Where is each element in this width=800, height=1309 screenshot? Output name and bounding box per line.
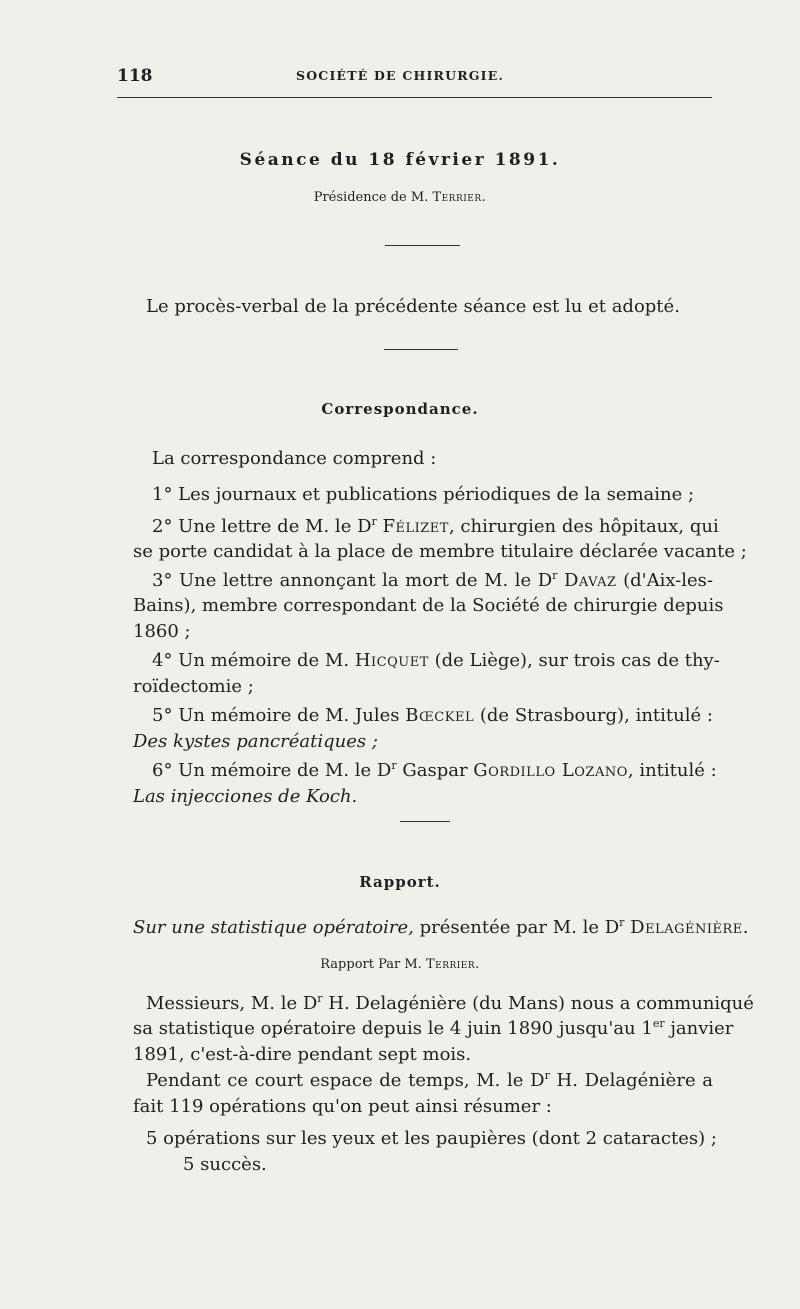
name-gordillo-lozano: Gordillo Lozano bbox=[473, 760, 628, 781]
paragraph-1-line-3: 1891, c'est-à-dire pendant sept mois. bbox=[133, 1044, 472, 1065]
p1-text-b: H. Delagénière (du Mans) nous a communiqué bbox=[322, 993, 754, 1014]
name-delageniere: Delagénière. bbox=[630, 917, 749, 938]
item-3-text-b: (d'Aix-les- bbox=[616, 570, 713, 591]
sup-r: r bbox=[619, 916, 625, 929]
p2-text-b: H. Delagénière a bbox=[549, 1070, 713, 1091]
rapport-par-name: Terrier. bbox=[425, 957, 480, 972]
separator-1 bbox=[385, 245, 460, 246]
item-2-line-2: se porte candidat à la place de membre titulaire déclarée vacante ; bbox=[133, 541, 747, 562]
p1-text-c: sa statistique opératoire depuis le 4 juin 1890 jusqu'au 1 bbox=[133, 1018, 653, 1039]
presidence-line bbox=[0, 190, 800, 205]
p1-text-d: janvier bbox=[664, 1018, 734, 1039]
correspondance-heading: Correspondance. bbox=[321, 400, 479, 418]
sup-r: r bbox=[317, 992, 323, 1005]
item-2-line-1 bbox=[152, 515, 719, 537]
paragraph-2-line-2: fait 119 opérations qu'on peut ainsi résumer : bbox=[133, 1096, 552, 1117]
name-felizet: Félizet bbox=[382, 516, 449, 537]
item-4-line-1 bbox=[152, 650, 720, 671]
name-davaz: Davaz bbox=[563, 570, 617, 591]
item-5-line-2: Des kystes pancréatiques ; bbox=[133, 731, 378, 752]
item-3-line-3: 1860 ; bbox=[133, 621, 191, 642]
item-5-line-1 bbox=[152, 705, 713, 726]
presidence-prefix: Présidence de M. bbox=[313, 190, 429, 205]
presidence-name: Terrier. bbox=[432, 190, 487, 205]
item-6-text: 6° Un mémoire de M. le D bbox=[152, 760, 392, 781]
sup-r: r bbox=[552, 569, 558, 582]
rapport-subtitle bbox=[133, 916, 749, 938]
item-6-line-2: Las injecciones de Koch. bbox=[133, 786, 358, 807]
sup-r: r bbox=[371, 515, 377, 528]
sup-r: r bbox=[391, 759, 397, 772]
separator-2 bbox=[384, 349, 458, 350]
sup-r: r bbox=[544, 1069, 550, 1082]
item-4-text: 4° Un mémoire de M. bbox=[152, 650, 350, 671]
item-2-text: 2° Une lettre de M. le D bbox=[152, 516, 372, 537]
item-1: 1° Les journaux et publications périodiques de la semaine ; bbox=[152, 484, 695, 505]
page-number: 118 bbox=[117, 66, 153, 86]
p1-text-a: Messieurs, M. le D bbox=[146, 993, 318, 1014]
rapport-par-prefix: Rapport Par M. bbox=[320, 957, 422, 972]
rapport-heading: Rapport. bbox=[359, 873, 441, 891]
name-hicquet: Hicquet bbox=[354, 650, 429, 671]
item-3-line-1 bbox=[152, 570, 713, 591]
item-3-text: 3° Une lettre annonçant la mort de M. le D bbox=[152, 570, 553, 591]
paragraph-2-line-1 bbox=[146, 1070, 713, 1091]
paragraph-1-line-2 bbox=[133, 1017, 734, 1039]
correspondance-intro: La correspondance comprend : bbox=[152, 448, 437, 469]
sup-er: er bbox=[652, 1017, 665, 1030]
paragraph-3-line-1: 5 opérations sur les yeux et les paupières (dont 2 cataractes) ; bbox=[146, 1128, 717, 1149]
subtitle-text: présentée par M. le D bbox=[413, 917, 620, 938]
name-boeckel: Bœckel bbox=[405, 705, 475, 726]
running-title: SOCIÉTÉ DE CHIRURGIE. bbox=[295, 68, 505, 83]
item-4-line-2: roïdectomie ; bbox=[133, 676, 254, 697]
item-2-text-b: , chirurgien des hôpitaux, qui bbox=[448, 516, 719, 537]
paragraph-1-line-1 bbox=[146, 992, 754, 1014]
item-3-line-2: Bains), membre correspondant de la Société de chirurgie depuis bbox=[133, 595, 724, 616]
seance-title: Séance du 18 février 1891. bbox=[239, 150, 561, 170]
item-6-text-c: , intitulé : bbox=[627, 760, 717, 781]
header-rule bbox=[117, 97, 712, 98]
proces-verbal-line: Le procès-verbal de la précédente séance est lu et adopté. bbox=[146, 296, 680, 317]
item-4-text-b: (de Liège), sur trois cas de thy- bbox=[428, 650, 720, 671]
item-5-text: 5° Un mémoire de M. Jules bbox=[152, 705, 400, 726]
item-5-text-b: (de Strasbourg), intitulé : bbox=[474, 705, 713, 726]
separator-3 bbox=[400, 821, 450, 822]
subtitle-italic: Sur une statistique opératoire, bbox=[133, 917, 414, 938]
paragraph-3-line-2: 5 succès. bbox=[183, 1154, 267, 1175]
item-6-line-1 bbox=[152, 759, 717, 781]
rapport-par-line bbox=[0, 957, 800, 972]
item-6-text-b: Gaspar bbox=[396, 760, 468, 781]
p2-text-a: Pendant ce court espace de temps, M. le D bbox=[146, 1070, 545, 1091]
